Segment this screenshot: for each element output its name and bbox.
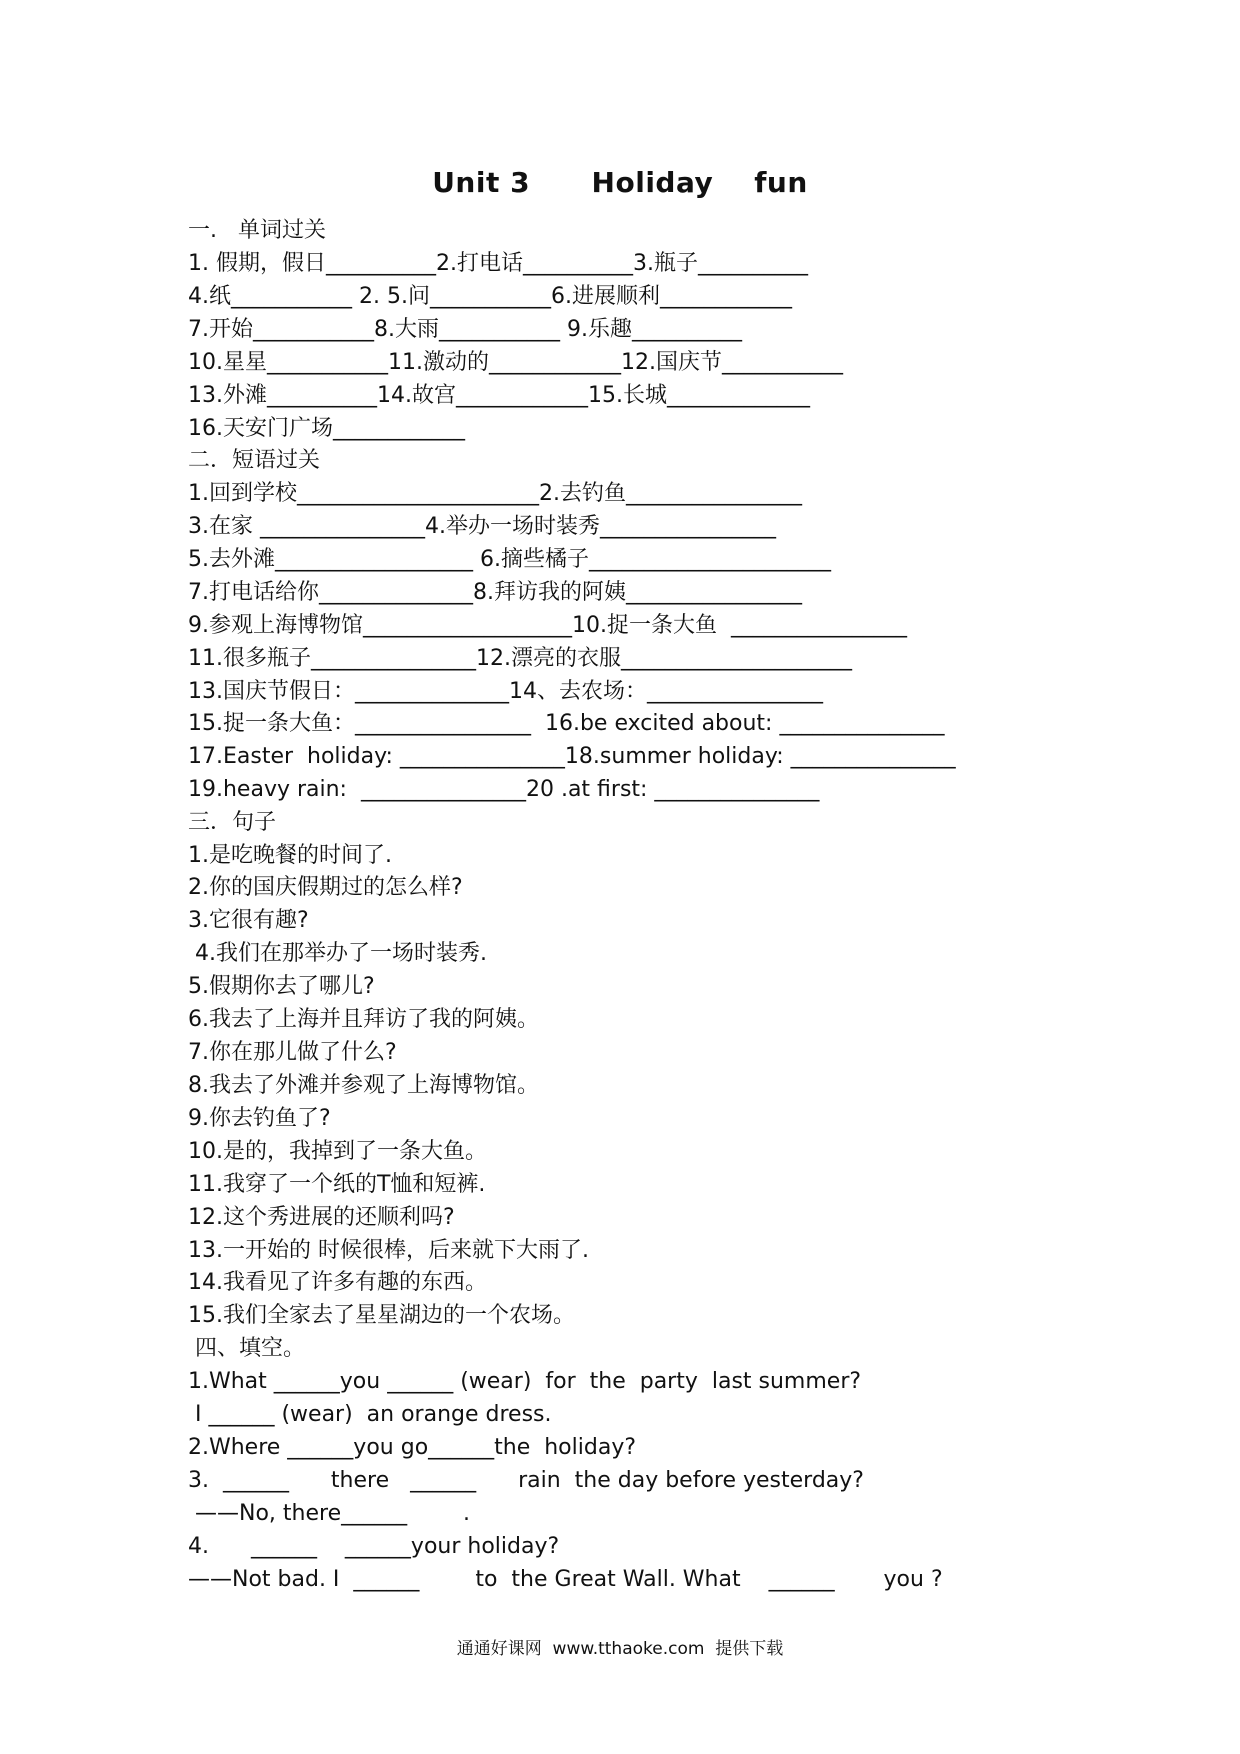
text-line: I ______ (wear) an orange dress. [188,1402,552,1427]
text-line: 2.Where ______you go______the holiday? [188,1435,637,1460]
text-line: 19.heavy rain: _______________20 .at first: _______________ [188,777,820,802]
text-line: 7.开始___________8.大雨___________ 9.乐趣__________ [188,317,742,342]
text-line: 3. ______ there ______ rain the day before yesterday? [188,1468,864,1493]
text-line: 13.一开始的 时候很棒，后来就下大雨了. [188,1238,589,1263]
text-line: 15.我们全家去了星星湖边的一个农场。 [188,1303,575,1328]
text-line: 17.Easter holiday: _______________18.summer holiday: _______________ [188,744,956,769]
text-line: 3.它很有趣? [188,908,309,933]
text-line: 1.回到学校______________________2.去钓鱼________________ [188,481,802,506]
section-heading-phrases: 二．短语过关 [188,448,321,473]
section-heading-vocabulary: 一. 单词过关 [188,218,326,243]
text-line: 4.我们在那举办了一场时装秀. [188,941,487,966]
text-line: 1.What ______you ______ (wear) for the party last summer? [188,1369,862,1394]
text-line: 9.参观上海博物馆___________________10.捉一条大鱼 ________________ [188,613,907,638]
text-line: 16.天安门广场____________ [188,416,465,441]
text-line: 5.去外滩__________________ 6.摘些橘子______________________ [188,547,831,572]
text-line: 5.假期你去了哪儿? [188,974,375,999]
text-line: 15.捉一条大鱼：________________ 16.be excited about: _______________ [188,711,945,736]
text-line: 13.国庆节假日：______________14、去农场：________________ [188,679,823,704]
text-line: 3.在家 _______________4.举办一场时装秀________________ [188,514,776,539]
text-line: 13.外滩__________14.故宫____________15.长城_____________ [188,383,810,408]
text-line: 4.纸___________ 2. 5.问___________6.进展顺利____________ [188,284,792,309]
text-line: 9.你去钓鱼了? [188,1106,331,1131]
text-line: 10.是的，我掉到了一条大鱼。 [188,1139,487,1164]
text-line: 12.这个秀进展的还顺利吗? [188,1205,455,1230]
text-line: 7.打电话给你______________8.拜访我的阿姨________________ [188,580,802,605]
text-line: 11.很多瓶子_______________12.漂亮的衣服_____________________ [188,646,852,671]
page-title: Unit 3 Holiday fun [432,166,808,199]
text-line: 1.是吃晚餐的时间了. [188,843,392,868]
section-heading-fill-in: 四、填空。 [188,1336,305,1361]
text-line: ——No, there______ . [188,1501,471,1526]
text-line: 4. ______ ______your holiday? [188,1534,560,1559]
section-heading-sentences: 三．句子 [188,810,277,835]
text-line: 1. 假期，假日__________2.打电话__________3.瓶子__________ [188,251,808,276]
page-footer: 通通好课网 www.tthaoke.com 提供下载 [456,1639,784,1659]
text-line: 2.你的国庆假期过的怎么样? [188,875,463,900]
text-line: 7.你在那儿做了什么? [188,1040,397,1065]
text-line: ——Not bad. I ______ to the Great Wall. What ______ you ? [188,1567,943,1592]
text-line: 14.我看见了许多有趣的东西。 [188,1270,487,1295]
text-line: 11.我穿了一个纸的T恤和短裤. [188,1172,486,1197]
text-line: 8.我去了外滩并参观了上海博物馆。 [188,1073,539,1098]
text-line: 10.星星___________11.激动的____________12.国庆节___________ [188,350,843,375]
text-line: 6.我去了上海并且拜访了我的阿姨。 [188,1007,539,1032]
